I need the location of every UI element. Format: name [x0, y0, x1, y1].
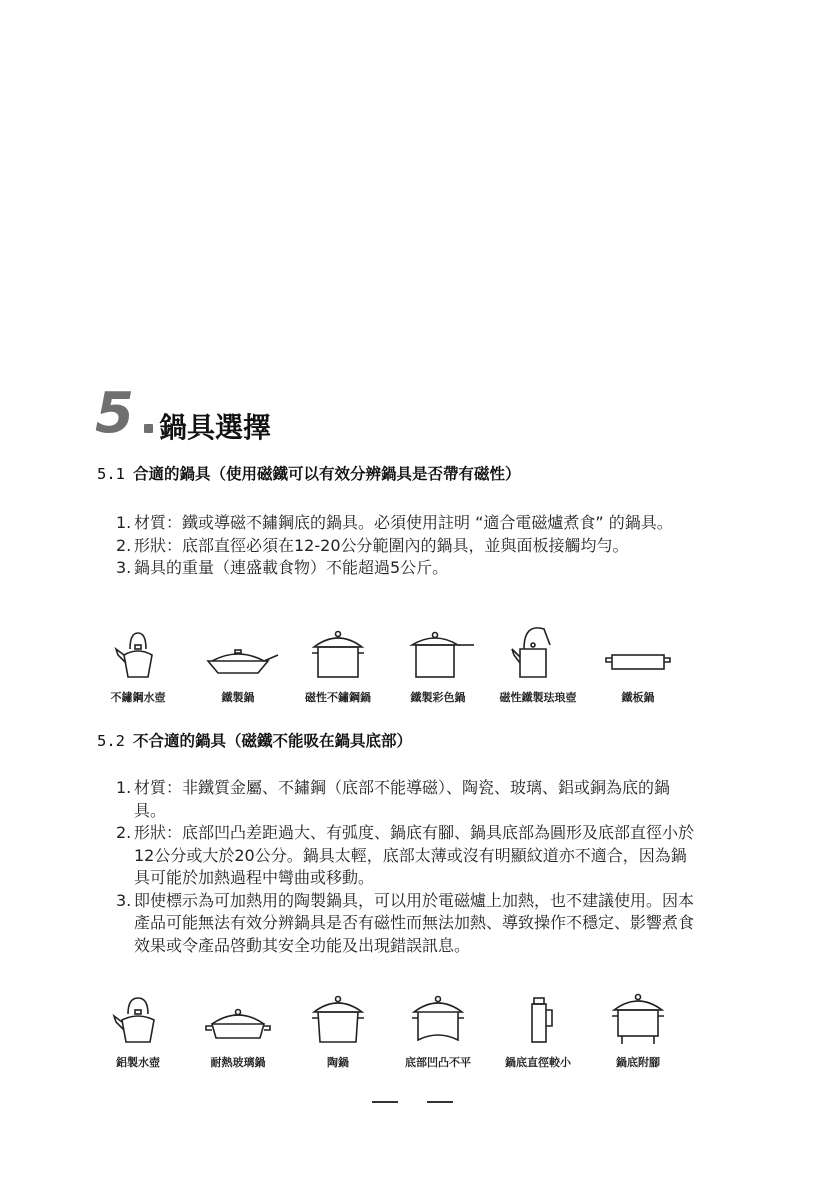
list-item: 2. 形狀：底部直徑必須在12-20公分範圍內的鍋具，並與面板接觸均勻。	[116, 535, 629, 555]
griddle-icon	[606, 625, 670, 681]
footer-line-right	[427, 1101, 453, 1103]
kettle-icon	[106, 625, 170, 681]
section-title: 合適的鍋具（使用磁鐵可以有效分辨鍋具是否帶有磁性）	[133, 465, 521, 483]
list-item: 3. 即使標示為可加熱用的陶製鍋具，可以用於電磁爐上加熱，也不建議使用。因本產品可能無法有效分辨鍋具是否有磁性而無法加熱、導致操作不穩定、影響煮食效果或令產品啓動其安全功能及出現錯誤訊息。	[116, 890, 695, 955]
suitable-item-wok: 鐵製鍋	[188, 625, 288, 715]
wok-icon	[206, 625, 270, 681]
ceramic-pot-icon	[306, 990, 370, 1046]
suitable-item-stockpot: 磁性不鏽鋼鍋	[288, 625, 388, 715]
unsuitable-item-uneven-bottom: 底部凹凸不平	[388, 990, 488, 1080]
unsuitable-item-ceramic-pot: 陶鍋	[288, 990, 388, 1080]
list-item: 1. 材質：非鐵質金屬、不鏽鋼（底部不能導磁）、陶瓷、玻璃、鋁或銅為底的鍋具。	[116, 778, 671, 820]
section-heading-suitable	[97, 462, 521, 484]
footer-line-left	[372, 1101, 398, 1103]
suitable-item-kettle: 不鏽鋼水壺	[88, 625, 188, 715]
unsuitable-item-footed-pot: 鍋底附腳	[588, 990, 688, 1080]
list-item: 1. 材質：鐵或導磁不鏽鋼底的鍋具。必須使用註明 “適合電磁爐煮食” 的鍋具。	[116, 513, 673, 532]
unsuitable-cookware-list	[116, 777, 696, 957]
glass-pot-icon	[206, 990, 270, 1046]
unsuitable-cookware-icons	[100, 990, 700, 1080]
uneven-bottom-pot-icon	[406, 990, 470, 1046]
aluminum-kettle-icon	[106, 990, 170, 1046]
list-item: 2. 形狀：底部凹凸差距過大、有弧度、鍋底有腳、鍋具底部為圓形及底部直徑小於12公分或大於20公分。鍋具太輕，底部太薄或沒有明顯紋道亦不適合，因為鍋具可能於加熱過程中彎曲或移動。	[116, 823, 695, 887]
stockpot-icon	[306, 625, 370, 681]
chapter-dot	[144, 424, 153, 433]
suitable-cookware-list	[116, 512, 696, 580]
chapter-number: 5	[95, 381, 134, 446]
small-bottom-pot-icon	[506, 990, 570, 1046]
section-number: 5.1	[97, 465, 125, 483]
suitable-item-enamel-kettle: 磁性鐵製珐琅壺	[488, 625, 588, 715]
unsuitable-item-aluminum-kettle: 鋁製水壺	[88, 990, 188, 1080]
unsuitable-item-glass-pot: 耐熱玻璃鍋	[188, 990, 288, 1080]
enamel-kettle-icon	[506, 625, 570, 681]
suitable-item-griddle: 鐵板鍋	[588, 625, 688, 715]
section-number: 5.2	[97, 732, 125, 750]
section-heading-unsuitable	[97, 729, 412, 751]
footed-pot-icon	[606, 990, 670, 1046]
suitable-item-saucepan: 鐵製彩色鍋	[388, 625, 488, 715]
list-item: 3. 鍋具的重量（連盛載食物）不能超過5公斤。	[116, 558, 449, 577]
chapter-title: 鍋具選擇	[159, 411, 272, 444]
saucepan-icon	[406, 625, 470, 681]
suitable-cookware-icons	[100, 625, 700, 715]
section-title: 不合適的鍋具（磁鐵不能吸在鍋具底部）	[133, 732, 413, 750]
unsuitable-item-small-bottom: 鍋底直徑較小	[488, 990, 588, 1080]
